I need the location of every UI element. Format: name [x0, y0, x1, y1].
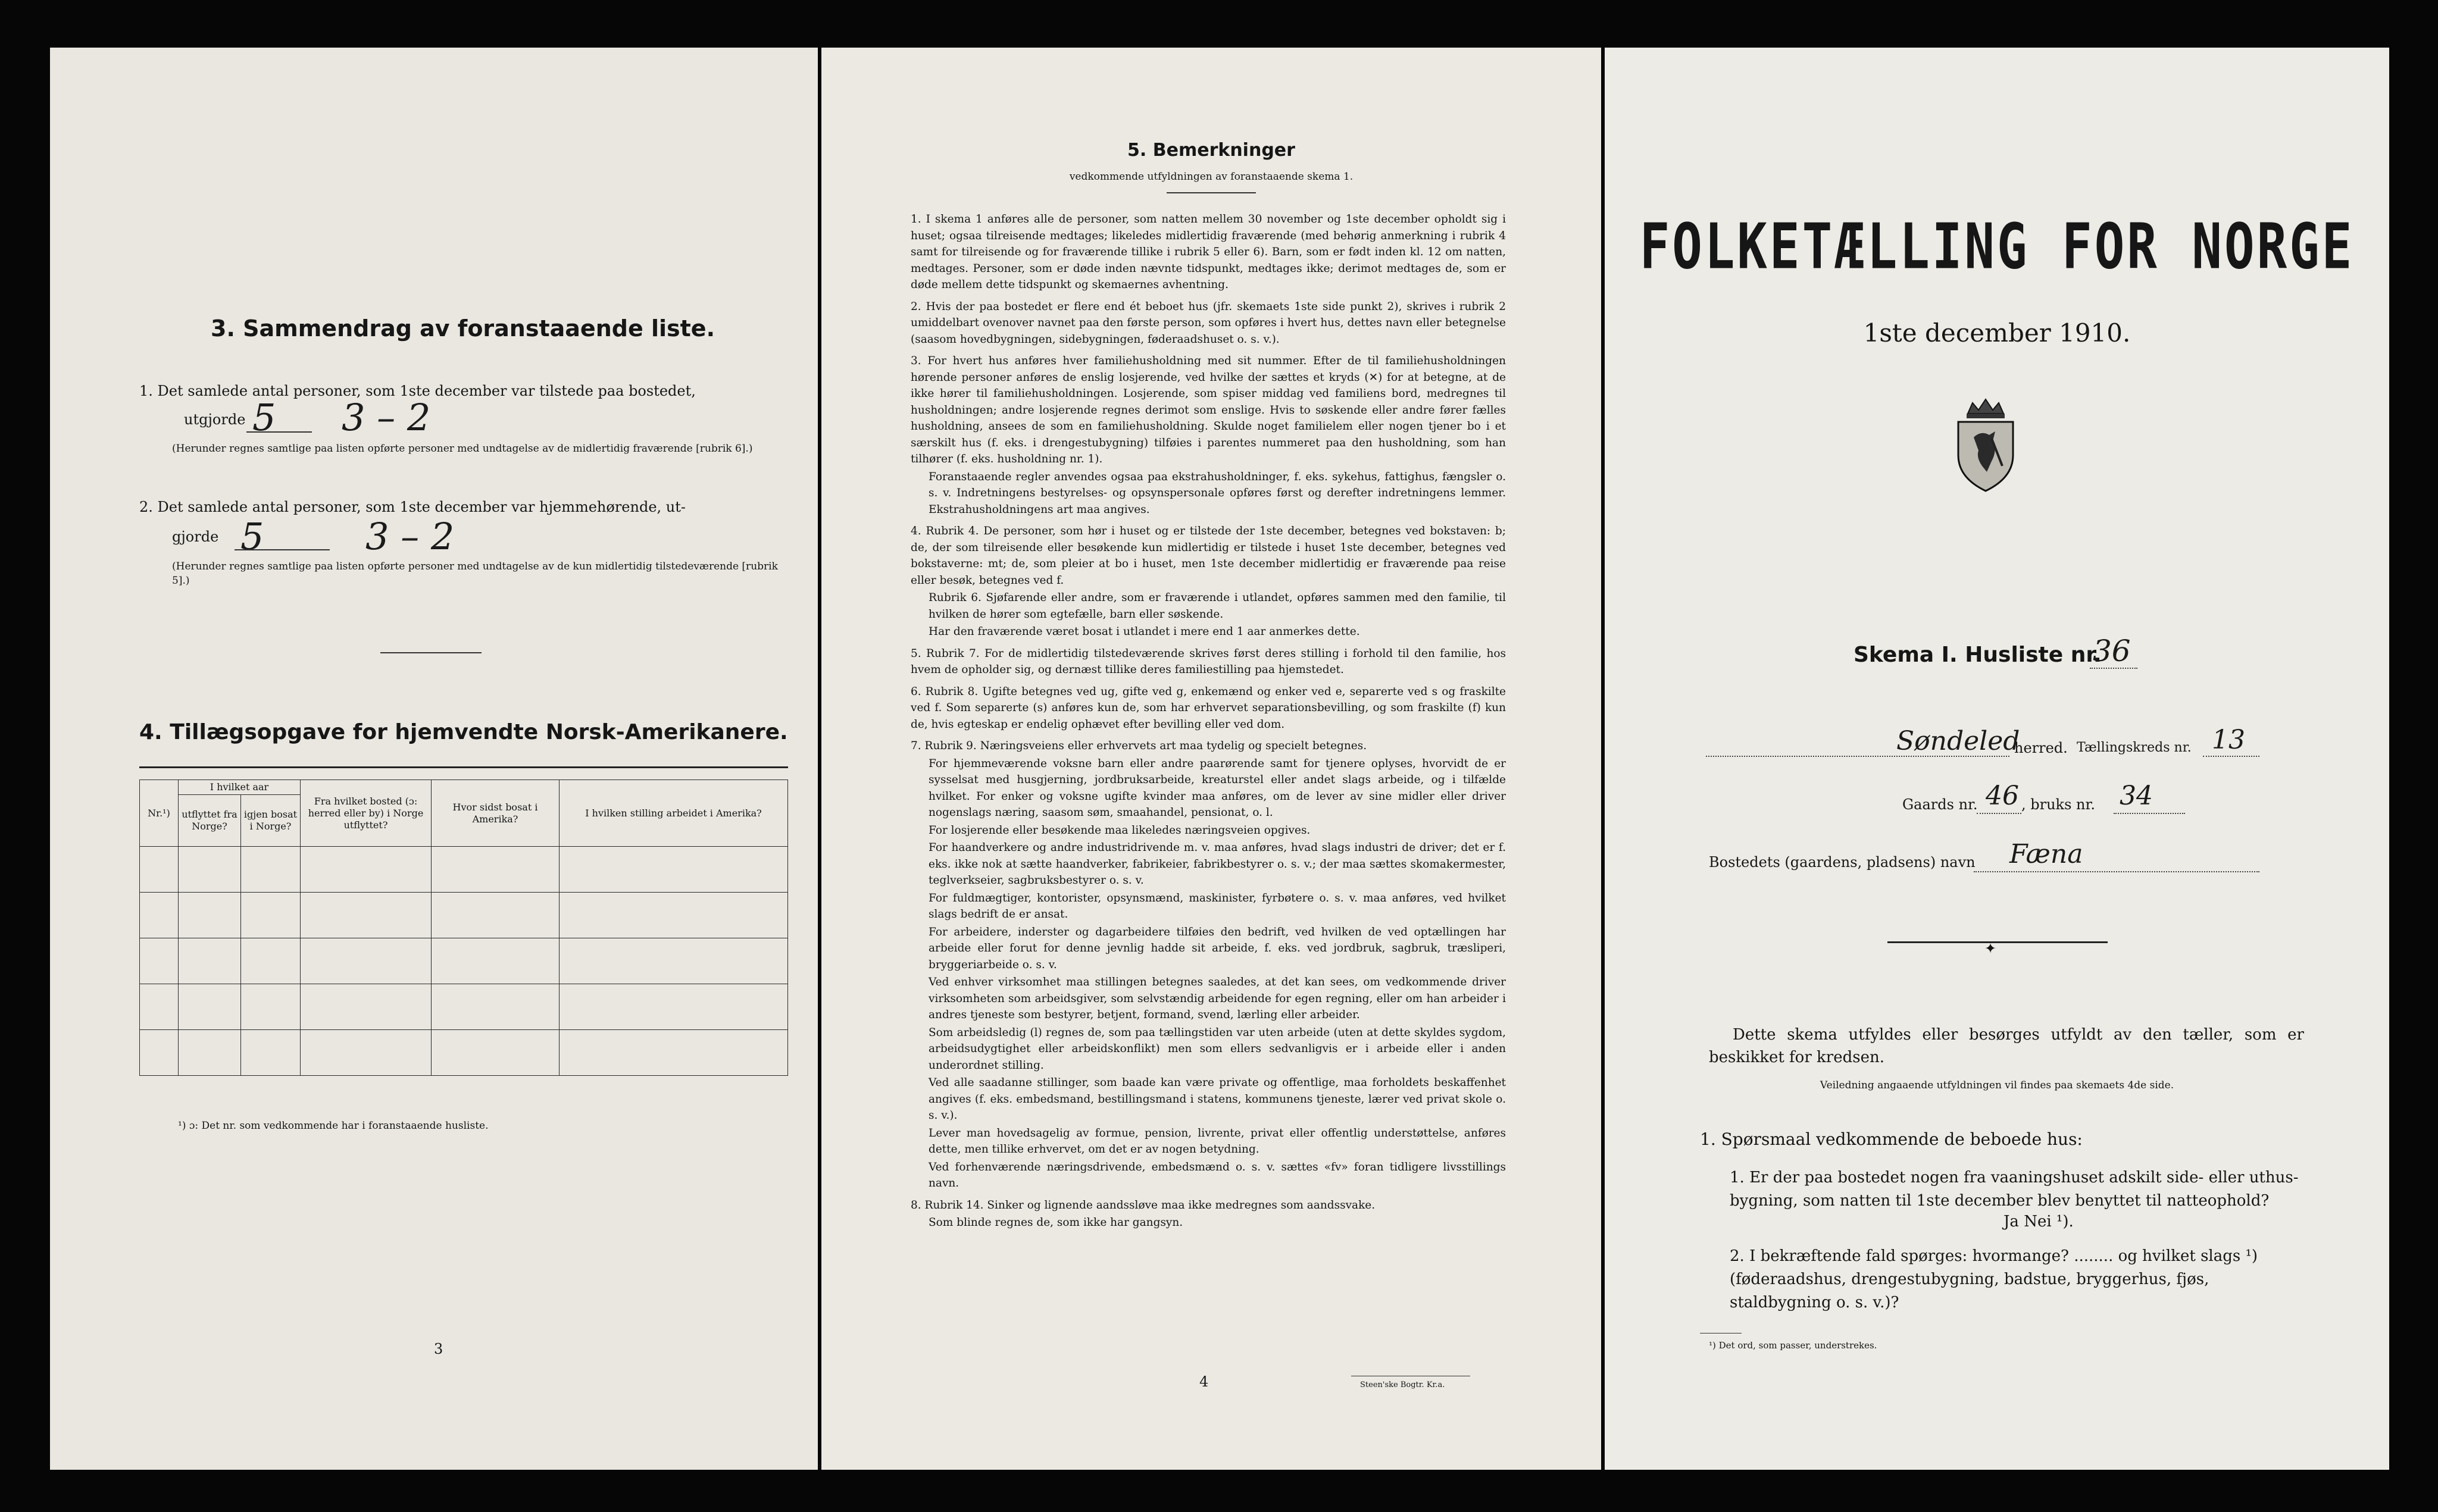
item1-value: 5 [252, 396, 276, 439]
remark-paragraph: 3. For hvert hus anføres hver familiehusholdning med sit nummer. Efter de til familiehusholdningen hørende personer anføres de enslig losjerende, ved hvilke der sættes et kryds (✕) for at betegne, at de ikke hører til familiehusholdningen. Losjerende, som spiser middag ved familiens bord, medregnes til husholdningen; andre losjerende regnes derimot som enslige. Hvis to søskende eller andre fører fælles husholdning, ansees de som en familiehusholdning. Skulde noget familielem eller nogen tjener bo i et særskilt hus (f. eks. i drengestubygning) tilføies i parentes nummeret paa den husholdning, som han tilhører (f. eks. husholdning nr. 1). [911, 355, 1506, 465]
table-row [140, 893, 788, 938]
page-number: 4 [1199, 1373, 1209, 1390]
col-nr: Nr.¹) [140, 780, 179, 847]
table-footnote: ¹) ɔ: Det nr. som vedkommende har i foranstaaende husliste. [178, 1120, 489, 1132]
norwegian-coat-of-arms-icon [1950, 396, 2021, 494]
col-position: I hvilken stilling arbeidet i Amerika? [560, 780, 788, 847]
form-title: FOLKETÆLLING FOR NORGE [1639, 209, 2355, 283]
item1-note: (Herunder regnes samtlige paa listen opførte personer med undtagelse av de midlertidig fraværende [rubrik 6].) [172, 443, 753, 455]
remark-paragraph: Har den fraværende været bosat i utlandet i mere end 1 aar anmerkes dette. [929, 625, 1360, 638]
gaards-label: Gaards nr. [1902, 796, 1978, 813]
bruks-value: 34 [2120, 781, 2153, 811]
section3-title: 3. Sammendrag av foranstaaende liste. [211, 315, 715, 342]
footnote: ¹) Det ord, som passer, understrekes. [1709, 1340, 1877, 1351]
kreds-value: 13 [2212, 725, 2245, 755]
bosted-label: Bostedets (gaardens, pladsens) navn [1709, 854, 1976, 871]
kreds-label: Tællingskreds nr. [2077, 740, 2192, 755]
remark-paragraph: Ved enhver virksomhet maa stillingen betegnes saaledes, at det kan sees, om vedkommende driver virksomheten som arbeidsgiver, som selvstændig arbeidende for egen regning, eller om han arbeider i andres tjeneste som bestyrer, betjent, formand, svend, lærling eller arbeider. [929, 976, 1506, 1021]
table-row [140, 847, 788, 893]
herred-label: herred. [2014, 740, 2068, 756]
item2-value: 5 [240, 515, 264, 558]
herred-value: Søndeled [1896, 726, 2020, 756]
item2-gjorde: gjorde [172, 528, 219, 545]
remark-paragraph: Lever man hovedsagelig av formue, pension, livrente, privat eller offentlig understøttelse, anføres dette, men tillike erhvervet, om det er av nogen betydning. [929, 1126, 1506, 1156]
table-row [140, 1030, 788, 1076]
remark-paragraph: 6. Rubrik 8. Ugifte betegnes ved ug, gifte ved g, enkemænd og enker ved e, separerte ved s og fraskilte ved f. Som separerte (s) anføres kun de, som har erhvervet separationsbevilling, og som fraskilte (f) kun de, hvis egteskap er endelig ophævet efter bevilling eller ved dom. [911, 685, 1506, 731]
section4-title: 4. Tillægsopgave for hjemvendte Norsk-Amerikanere. [139, 720, 788, 744]
remark-paragraph: Ved forhenværende næringsdrivende, embedsmænd o. s. v. sættes «fv» foran tidligere livsstillings navn. [929, 1160, 1506, 1189]
remark-paragraph: 1. I skema 1 anføres alle de personer, som natten mellem 30 november og 1ste december opholdt sig i huset; ogsaa tilreisende medtages; likeledes midlertidig fraværende (med behørig anmerkning i rubrik 4 samt for tilreisende og for fraværende tillike i rubrik 5 eller 6). Barn, som er født inden kl. 12 om natten, medtages. Personer, som er døde inden nævnte tidspunkt, medtages ikke; derimot medtages de, som er døde mellem dette tidspunkt og skemaernes avhentning. [911, 213, 1506, 291]
table-row [140, 984, 788, 1030]
bosted-value: Fæna [2009, 839, 2083, 869]
remark-paragraph: 8. Rubrik 14. Sinker og lignende aandssløve maa ikke medregnes som aandssvake. [911, 1198, 1376, 1212]
printer-mark: Steen'ske Bogtr. Kr.a. [1360, 1380, 1445, 1389]
remark-paragraph: For arbeidere, inderster og dagarbeidere tilføies den bedrift, ved hvilken de ved optællingen har arbeide eller forut for denne jevnlig hadde sit arbeide, f. eks. ved jordbruk, sagbruk, træsliperi, bryggeriarbeide o. s. v. [929, 925, 1506, 971]
ornament-icon: ✦ [1984, 940, 1997, 957]
item1-split: 3 – 2 [342, 396, 431, 439]
guidance-text: Veiledning angaaende utfyldningen vil findes paa skemaets 4de side. [1820, 1079, 2174, 1091]
gaards-value: 46 [1986, 781, 2019, 811]
intro-text: Dette skema utfyldes eller besørges utfyldt av den tæller, som er beskikket for kredsen. [1709, 1026, 2304, 1066]
skema-label: Skema I. Husliste nr. [1853, 643, 2102, 667]
remark-paragraph: 4. Rubrik 4. De personer, som hør i huset og er tilstede der 1ste december, betegnes ved bokstaven: b; de, der som tilreisende eller besøkende kun midlertidig er tilstede i huset 1ste december, betegnes ved bokstaverne: mt; de, som pleier at bo i huset, men 1ste december midlertidig er fraværende paa reise eller besøk, betegnes ved f. [911, 525, 1506, 587]
remark-paragraph: For losjerende eller besøkende maa likeledes næringsveien opgives. [929, 824, 1311, 837]
remark-paragraph: Foranstaaende regler anvendes ogsaa paa ekstrahusholdninger, f. eks. sykehus, fattighus, fængsler o. s. v. Indretningens bestyrelses- og opsynspersonale opføres først og derefter indretningens lemmer. Ekstrahusholdningens art maa angives. [929, 470, 1506, 516]
remark-paragraph: Som arbeidsledig (l) regnes de, som paa tællingstiden var uten arbeide (uten at dette skyldes sygdom, arbeidsudygtighet eller arbeidskonflikt) men som ellers sedvanligvis er i arbeide eller i anden underordnet stilling. [929, 1026, 1506, 1072]
table-row [140, 938, 788, 984]
middle-page [821, 48, 1601, 1470]
remark-paragraph: For haandverkere og andre industridrivende m. v. maa anføres, hvad slags industri de driver; det er f. eks. ikke nok at sætte haandverker, fabrikeier, fabrikbestyrer o. s. v.; der maa sættes skomakermester, teglverkseier, sagbruksbestyrer o. s. v. [929, 841, 1506, 887]
item2-note: (Herunder regnes samtlige paa listen opførte personer med undtagelse av de kun midlertidig tilstedeværende [rubrik 5].) [172, 561, 778, 587]
question-1: 1. Er der paa bostedet nogen fra vaaningshuset adskilt side- eller uthus-bygning, som natten til 1ste december blev benyttet til natteophold? [1730, 1169, 2299, 1210]
col-year-group: I hvilket aar [179, 780, 301, 795]
remark-paragraph: Som blinde regnes de, som ikke har gangsyn. [929, 1216, 1183, 1229]
left-page [50, 48, 818, 1470]
norsk-amerikanere-table [139, 780, 788, 1076]
item2-text: 2. Det samlede antal personer, som 1ste december var hjemmehørende, ut- [139, 499, 686, 515]
page-number: 3 [434, 1341, 443, 1357]
questions-heading: 1. Spørsmaal vedkommende de beboede hus: [1700, 1129, 2083, 1149]
remarks-title: 5. Bemerkninger [1127, 140, 1295, 161]
remark-paragraph: 2. Hvis der paa bostedet er flere end ét beboet hus (jfr. skemaets 1ste side punkt 2), skrives i rubrik 2 umiddelbart ovenover navnet paa den første person, som opføres i hvert hus, dettes navn eller betegnelse (saasom hovedbygningen, sidebygningen, føderaadshuset o. s. v.). [911, 300, 1506, 346]
remark-paragraph: For fuldmægtiger, kontorister, opsynsmænd, maskinister, fyrbøtere o. s. v. maa anføres, ved hvilket slags bedrift de er ansat. [929, 891, 1506, 921]
item2-split: 3 – 2 [365, 515, 455, 558]
right-page [1605, 48, 2389, 1470]
col-returned: igjen bosat i Norge? [241, 795, 301, 847]
husliste-number: 36 [2093, 634, 2131, 668]
col-emigrated: utflyttet fra Norge? [179, 795, 241, 847]
remarks-body [911, 211, 1506, 1232]
item1-text: 1. Det samlede antal personer, som 1ste december var tilstede paa bostedet, [139, 383, 696, 399]
form-date: 1ste december 1910. [1863, 318, 2131, 348]
remark-paragraph: 5. Rubrik 7. For de midlertidig tilstedeværende skrives først deres stilling i forhold til den familie, hos hvem de opholder sig, og dernæst tillike deres familiestilling paa hjemstedet. [911, 647, 1506, 676]
remark-paragraph: Rubrik 6. Sjøfarende eller andre, som er fraværende i utlandet, opføres sammen med den familie, til hvilken de hører som egtefælle, barn eller søskende. [929, 591, 1506, 621]
bruks-label: , bruks nr. [2021, 796, 2095, 813]
col-from-where: Fra hvilket bosted (ɔ: herred eller by) i Norge utflyttet? [301, 780, 432, 847]
remark-paragraph: Ved alle saadanne stillinger, som baade kan være private og offentlige, maa forholdets beskaffenhet angives (f. eks. embedsmand, bestillingsmand i statens, kommunens tjeneste, lærer ved privat skole o. s. v.). [929, 1076, 1506, 1122]
item1-utgjorde: utgjorde [184, 411, 246, 428]
remark-paragraph: 7. Rubrik 9. Næringsveiens eller erhvervets art maa tydelig og specielt betegnes. [911, 740, 1367, 752]
col-last-place: Hvor sidst bosat i Amerika? [432, 780, 560, 847]
question-1-answer: Ja Nei ¹). [2003, 1213, 2074, 1231]
question-2: 2. I bekræftende fald spørges: hvormange? ........ og hvilket slags ¹) (føderaadshus, drengestubygning, badstue, bryggerhus, fjøs, staldbygning o. s. v.)? [1730, 1247, 2258, 1311]
remarks-subtitle: vedkommende utfyldningen av foranstaaende skema 1. [1069, 171, 1354, 183]
remark-paragraph: For hjemmeværende voksne barn eller andre paarørende samt for tjenere oplyses, hvorvidt de er sysselsat med husgjerning, jordbruksarbeide, kreaturstel eller andet slags arbeide, og i tilfælde hvilket. For enker og voksne ugifte kvinder maa anføres, om de lever av sine midler eller driver nogenslags næring, saasom søm, smaahandel, pensionat, o. l. [929, 757, 1506, 819]
